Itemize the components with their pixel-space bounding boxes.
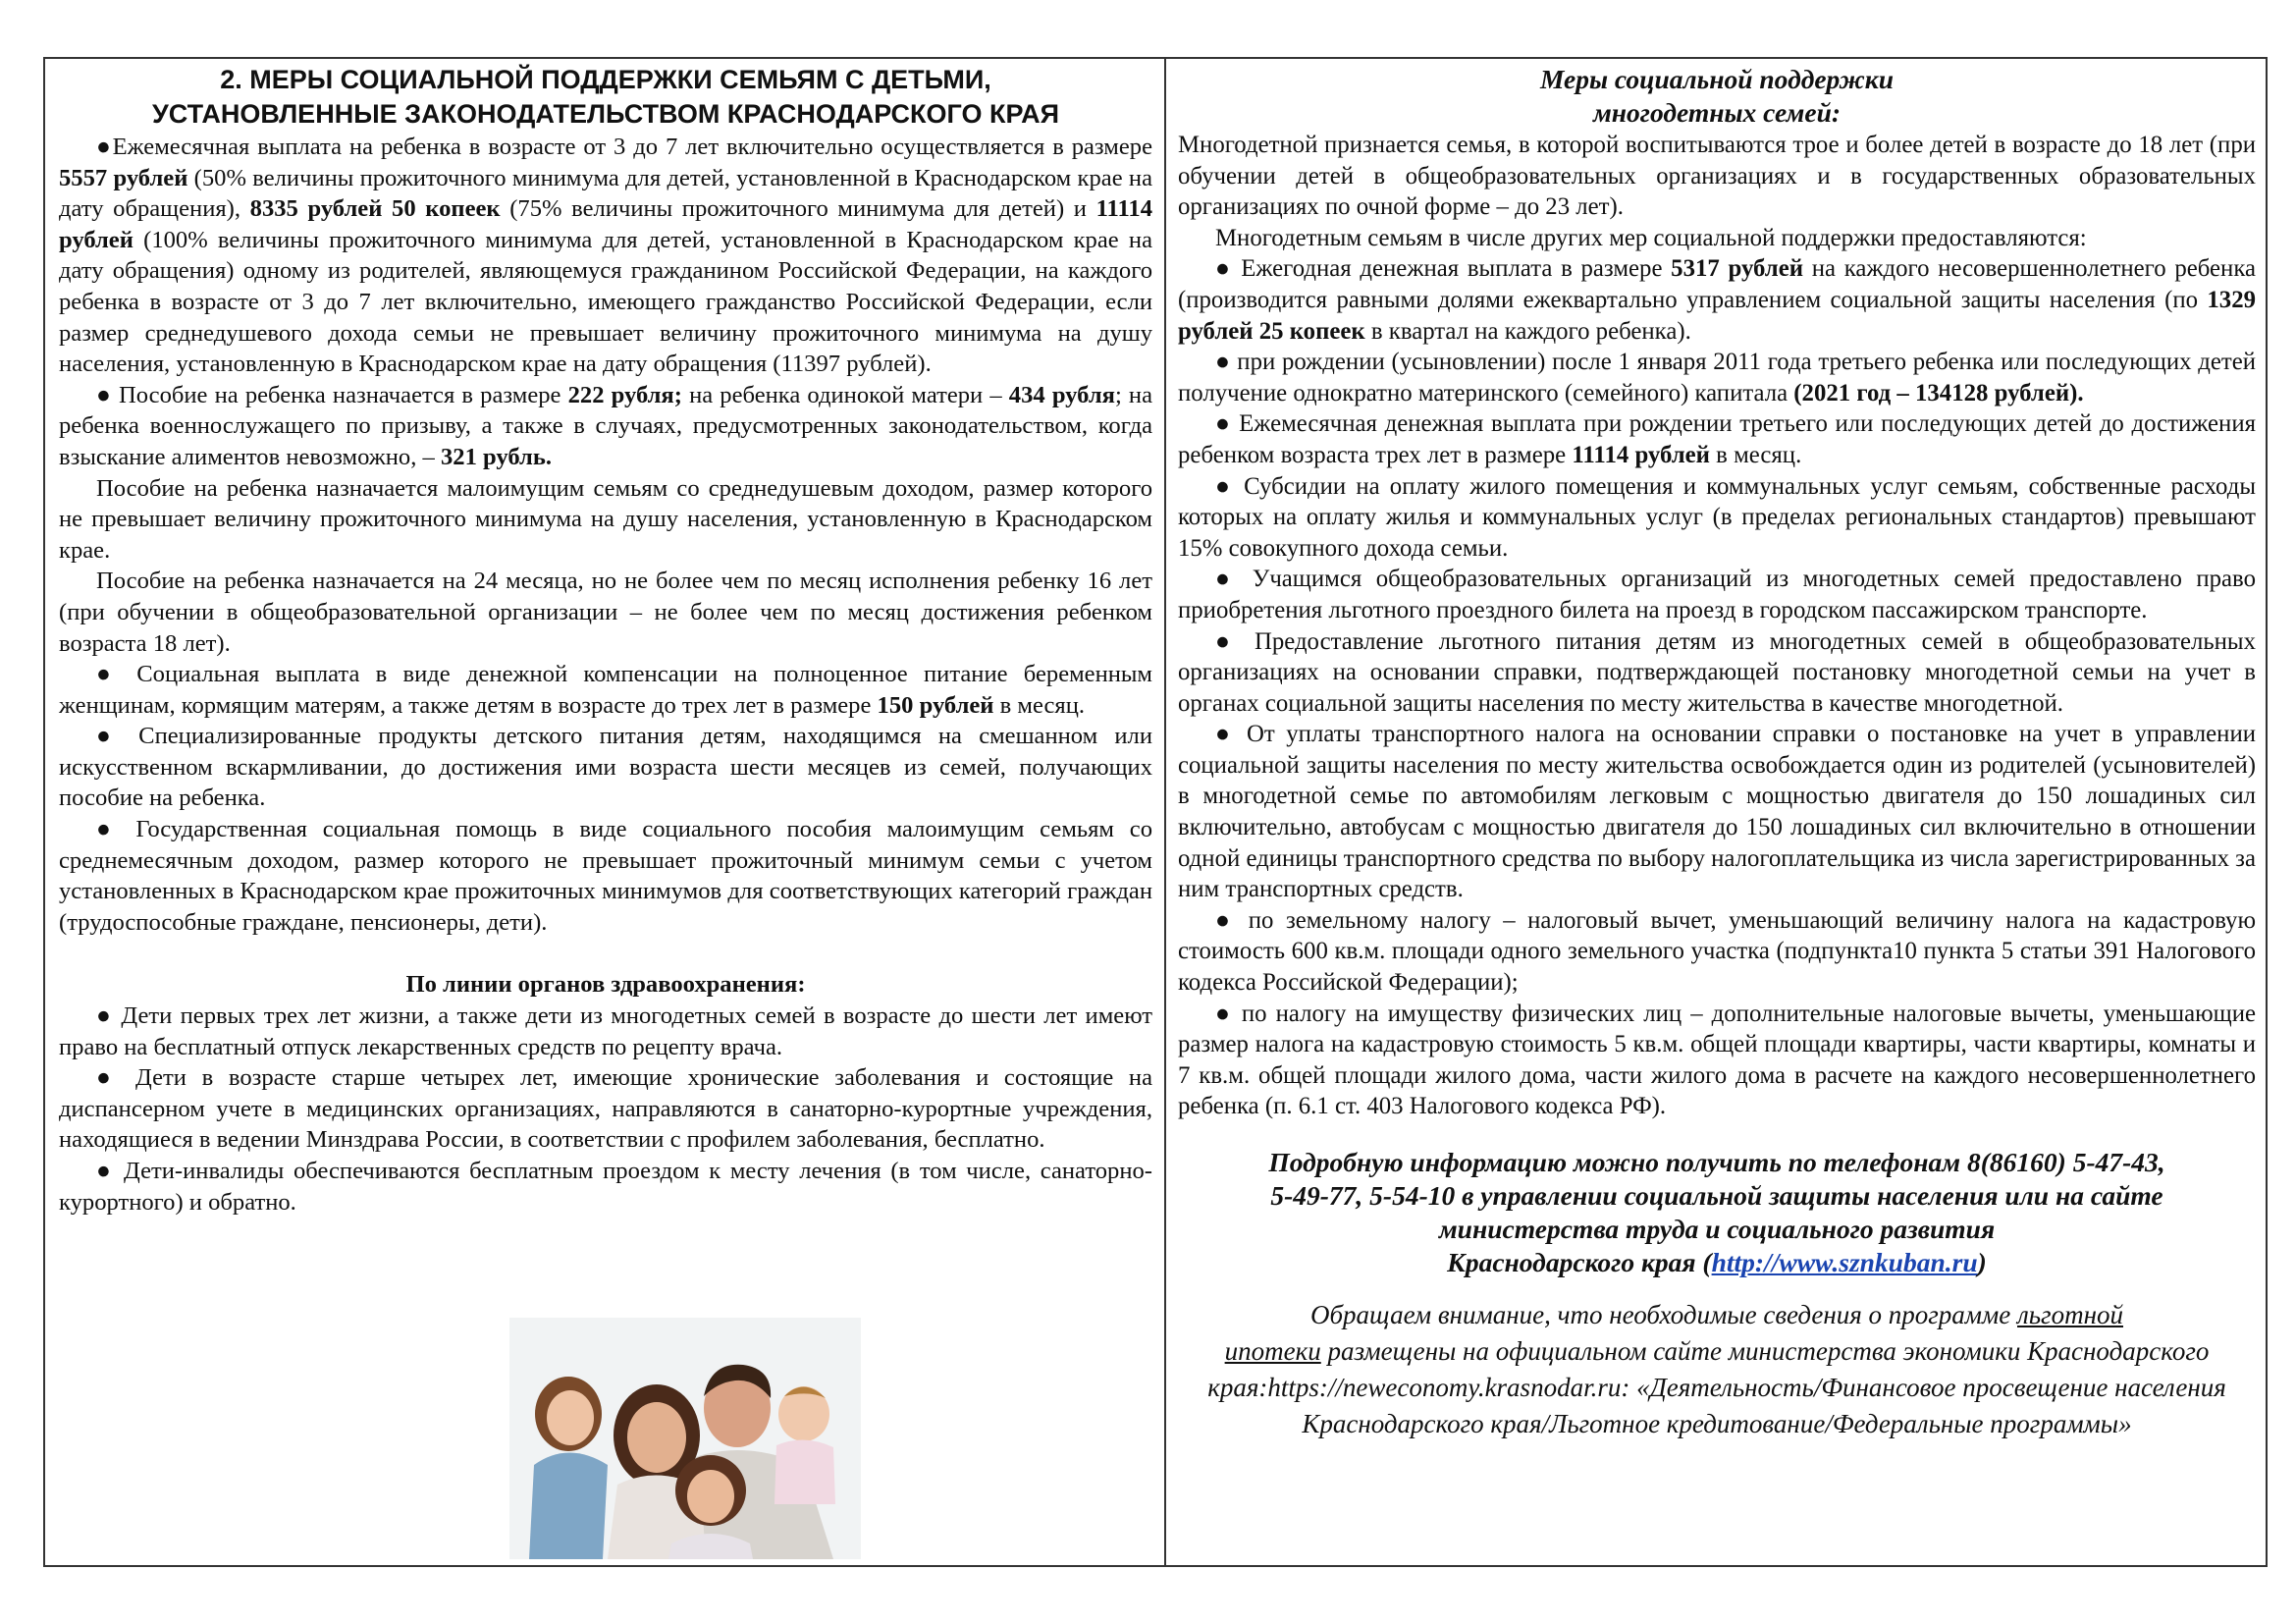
right-column	[1166, 59, 2266, 1565]
baby-food-paragraph: ● Специализированные продукты детского питания детям, находящимся на смешанном или искусственном вскармливании, до достижения ими возраста шести месяцев из семей, получающих пособие на ребенка.	[59, 723, 1152, 812]
right-body	[1178, 130, 2256, 1122]
ministry-website-link[interactable]: http://www.sznkuban.ru	[1711, 1247, 1978, 1277]
third-child-payment-paragraph: ● Ежемесячная денежная выплата при рождении третьего или последующих детей до достижения ребенком возраста трех лет в размере 11114 рублей в месяц.	[1178, 410, 2256, 468]
school-meals-paragraph: ● Предоставление льготного питания детям из многодетных семей в общеобразовательных организациях на основании справки, подтверждающей постановку многодетной семьи на учет в органах социальной защиты населения по месту жительства в качестве многодетной.	[1178, 627, 2256, 717]
amount-134128: (2021 год – 134128 рублей).	[1793, 379, 2084, 406]
amount-1329: 1329 рублей 25 копеек	[1178, 286, 2256, 345]
land-tax-paragraph: ● по земельному налогу – налоговый вычет, уменьшающий величину налога на кадастровую стоимость 600 кв.м. площади одного земельного участка (подпункта10 пункта 5 статьи 391 Налогового кодекса Российской Федерации);	[1178, 906, 2256, 997]
housing-subsidy-paragraph: ● Субсидии на оплату жилого помещения и коммунальных услуг семьям, собственные расходы которых на оплату жилья и коммунальных услуг (в пределах региональных стандартов) превышают 15% совокупного дохода семьи.	[1178, 472, 2256, 562]
left-title	[59, 63, 1152, 132]
transport-tax-paragraph: ● От уплаты транспортного налога на основании справки о постановке на учет в управлении социальной защиты населения по месту жительства освобождается один из родителей (усыновителей) в многодетной семье по автомобилям легковым с мощностью двигателя до 150 лошадиных сил включительно, автобусам с мощностью двигателя до 150 лошадиных сил включительно в отношении одной единицы транспортного средства по выбору налогоплательщика из числа зарегистрированных за ним транспортных средств.	[1178, 721, 2256, 903]
amount-5317: 5317 рублей	[1671, 255, 1804, 283]
mortgage-underline: ипотеки	[1224, 1336, 1321, 1366]
amount-321: 321 рубль.	[440, 443, 552, 470]
health-medicine-paragraph: ● Дети первых трех лет жизни, а также дети из многодетных семей в возрасте до шести лет имеют право на бесплатный отпуск лекарственных средств по рецепту врача.	[59, 1002, 1152, 1060]
amount-8335: 8335 рублей 50 копеек	[249, 195, 501, 223]
amount-150: 150 рублей	[877, 691, 994, 719]
amount-222: 222 рубля;	[567, 381, 682, 408]
health-sanatorium-paragraph: ● Дети в возрасте старше четырех лет, имеющие хронические заболевания и состоящие на диспансерном учете в медицинских организациях, направляются в санаторно-курортные учреждения, находящиеся в ведении Минздрава России, в соответствии с профилем заболевания, бесплатно.	[59, 1064, 1152, 1154]
contact-line3: министерства труда и социального развития	[1438, 1214, 1996, 1244]
left-title-line1: 2. МЕРЫ СОЦИАЛЬНОЙ ПОДДЕРЖКИ СЕМЬЯМ С ДЕТЬМИ,	[220, 65, 991, 94]
left-column	[45, 59, 1166, 1565]
measures-intro: Многодетным семьям в числе других мер социальной поддержки предоставляются:	[1215, 224, 2087, 251]
contact-info: Подробную информацию можно получить по телефонам 8(86160) 5-47-43, 5-49-77, 5-54-10 в управлении социальной защиты населения или на сайте министерства труда и социального развития Краснодарского края (http://www.sznkuban.ru)	[1268, 1147, 2165, 1277]
low-income-paragraph: Пособие на ребенка назначается малоимущим семьям со среднедушевым доходом, размер которого не превышает величину прожиточного минимума на душу населения, установленную в Краснодарском крае.	[59, 474, 1152, 564]
child-benefit-paragraph: ● Пособие на ребенка назначается в размере 222 рубля; на ребенка одинокой матери – 434 рубля; на ребенка военнослужащего по призыву, а также в случаях, предусмотренных законодательством, когда взыскание алиментов невозможно, – 321 рубль.	[59, 381, 1153, 470]
contact-line2: 5-49-77, 5-54-10 в управлении социальной защиты населения или на сайте	[1270, 1180, 2163, 1211]
transport-ticket-paragraph: ● Учащимся общеобразовательных организаций из многодетных семей предоставлено право приобретения льготного проездного билета на проезд в городском пассажирском транспорте.	[1178, 566, 2256, 623]
family-illustration	[509, 1318, 861, 1559]
amount-11114-monthly: 11114 рублей	[1572, 441, 1710, 468]
leaflet-sheet	[43, 57, 2268, 1567]
right-title-line2: многодетных семей:	[1592, 97, 1842, 128]
left-body	[59, 132, 1152, 1218]
family-photo	[509, 1318, 861, 1559]
amount-5557: 5557 рублей	[59, 164, 188, 191]
monthly-payment-paragraph: ●Ежемесячная выплата на ребенка в возрасте от 3 до 7 лет включительно осуществляется в размере 5557 рублей (50% величины прожиточного минимума для детей, установленной в Краснодарском крае на дату обращения), 8335 рублей 50 копеек (75% величины прожиточного минимума для детей) и 11114 рублей (100% величины прожиточного минимума для детей, установленной в Краснодарском крае на дату обращения) одному из родителей, являющемуся гражданином Российской Федерации, на каждого ребенка в возрасте от 3 до 7 лет включительно, имеющего гражданство Российской Федерации, если размер среднедушевого дохода семьи не превышает величину прожиточного минимума на душу населения, установленную в Краснодарском крае на дату обращения (11397 рублей).	[59, 134, 1153, 378]
state-aid-paragraph: ● Государственная социальная помощь в виде социального пособия малоимущим семьям со среднемесячным доходом, размер которого не превышает прожиточный минимум семьи с учетом установленных в Краснодарском крае прожиточных минимумов для соответствующих категорий граждан (трудоспособные граждане, пенсионеры, дети).	[59, 816, 1152, 936]
nutrition-paragraph: ● Социальная выплата в виде денежной компенсации на полноценное питание беременным женщинам, кормящим матерям, а также детям в возрасте до трех лет в размере 150 рублей в месяц.	[59, 661, 1152, 719]
large-family-definition: Многодетной признается семья, в которой воспитываются трое и более детей в возрасте до 18 лет (при обучении детей в общеобразовательных организациях и в государственных образовательных организациях по очной форме – до 23 лет).	[1178, 132, 2256, 221]
health-travel-paragraph: ● Дети-инвалиды обеспечиваются бесплатным проездом к месту лечения (в том числе, санаторно-курортного) и обратно.	[59, 1158, 1152, 1216]
amount-434: 434 рубля	[1008, 381, 1115, 408]
left-title-line2: УСТАНОВЛЕННЫЕ ЗАКОНОДАТЕЛЬСТВОМ КРАСНОДАРСКОГО КРАЯ	[152, 99, 1059, 129]
duration-paragraph: Пособие на ребенка назначается на 24 месяца, но не более чем по месяц исполнения ребенку 16 лет (при обучении в общеобразовательной организации – не более чем по месяц достижения ребенком возраста 18 лет).	[59, 568, 1152, 657]
contact-line1: Подробную информацию можно получить по телефонам 8(86160) 5-47-43,	[1268, 1147, 2165, 1177]
family-capital-paragraph: ● при рождении (усыновлении) после 1 января 2011 года третьего ребенка или последующих детей получение однократно материнского (семейного) капитала (2021 год – 134128 рублей).	[1178, 349, 2256, 406]
property-tax-paragraph: ● по налогу на имуществу физических лиц – дополнительные налоговые вычеты, уменьшающие размер налога на кадастровую стоимость 5 кв.м. общей площади квартиры, части квартиры, комнаты и 7 кв.м. общей площади жилого дома, части жилого дома в расчете на каждого несовершеннолетнего ребенка (п. 6.1 ст. 403 Налогового кодекса РФ).	[1178, 1000, 2256, 1120]
annual-payment-paragraph: ● Ежегодная денежная выплата в размере 5317 рублей на каждого несовершеннолетнего ребенка (производится равными долями ежеквартально управлением социальной защиты населения (по 1329 рублей 25 копеек в квартал на каждого ребенка).	[1178, 255, 2256, 345]
health-heading: По линии органов здравоохранения:	[405, 971, 806, 999]
right-title-line1: Меры социальной поддержки	[1539, 64, 1895, 94]
mortgage-note: Обращаем внимание, что необходимые сведения о программе льготной ипотеки размещены на официальном сайте министерства экономики Краснодарского края:https://neweconomy.krasnodar.ru: «Деятельность/Финансовое просвещение населения Краснодарского края/Льготное кредитование/Федеральные программы»	[1207, 1300, 2226, 1438]
amount-11114: 11114 рублей	[59, 195, 1153, 253]
preferential-underline: льготной	[2017, 1300, 2123, 1329]
right-title	[1178, 63, 2256, 130]
